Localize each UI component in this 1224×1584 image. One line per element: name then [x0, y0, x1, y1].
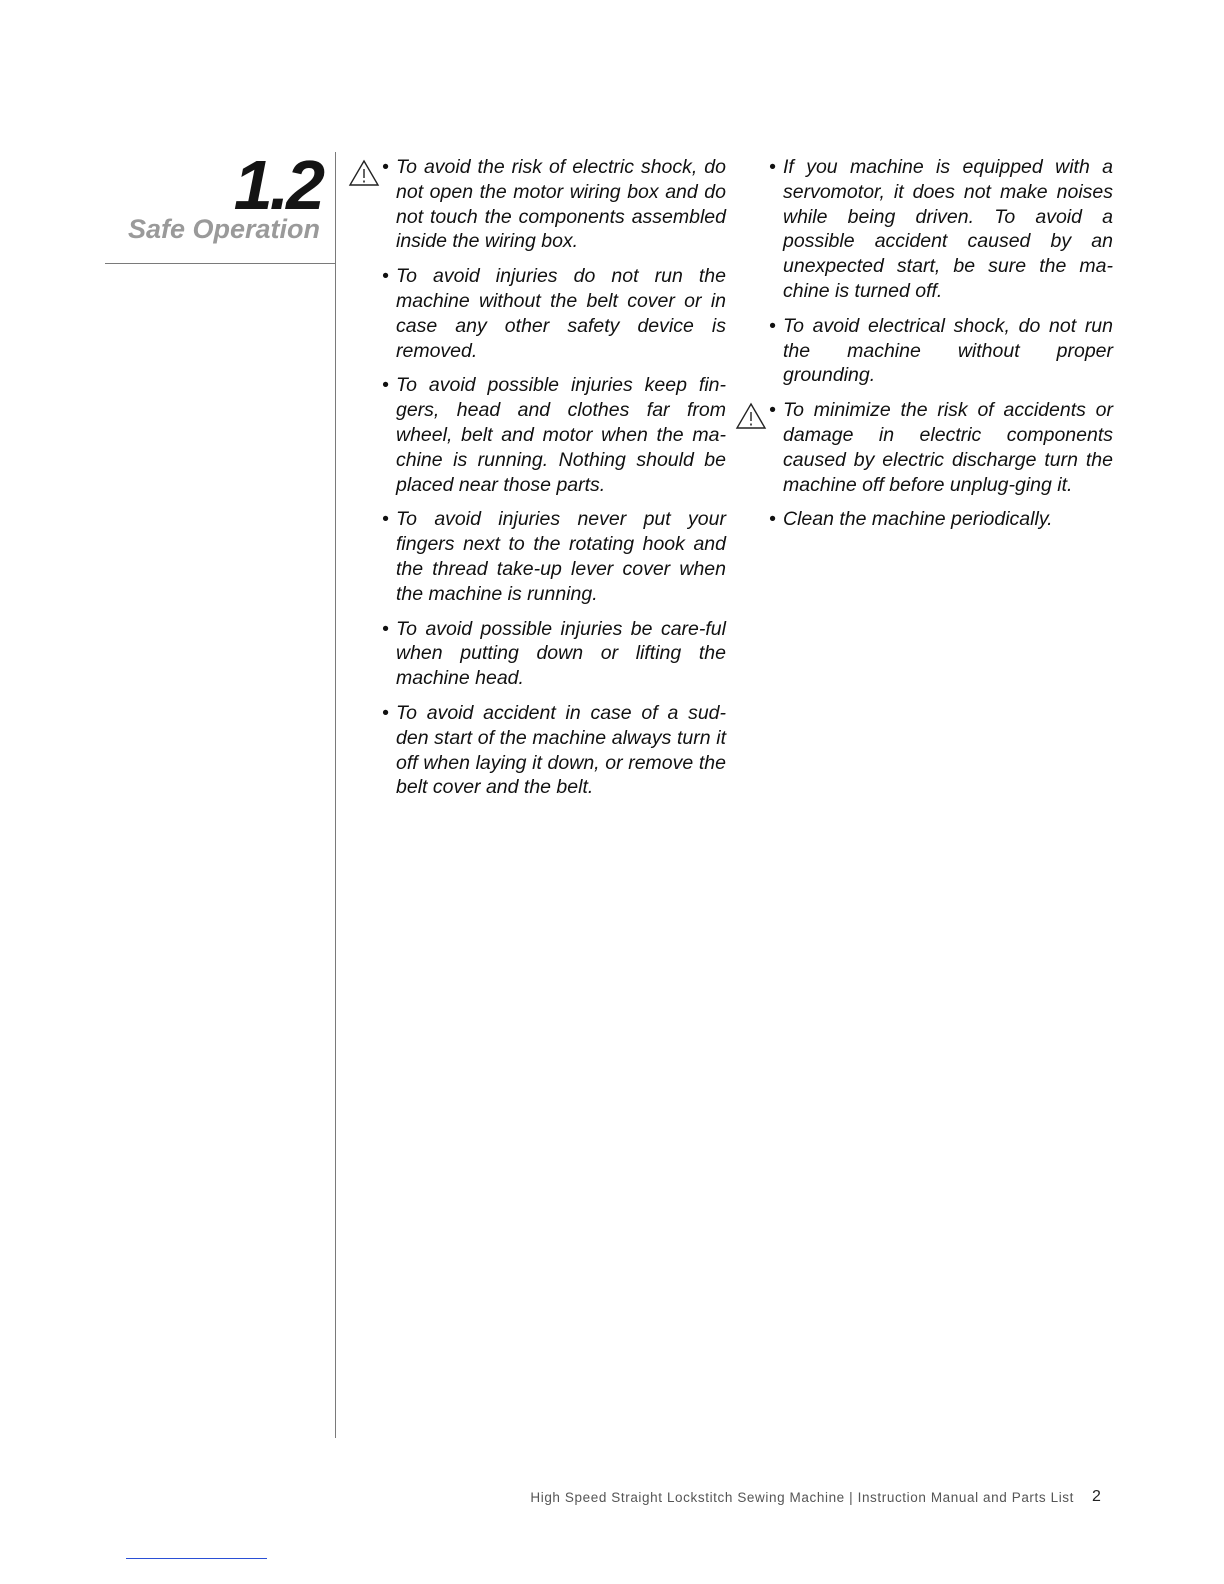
safety-item-text: To minimize the risk of accidents or damage in electric components caused by electric discharge turn the machine off before unplug-ging it. — [783, 399, 1113, 496]
safety-item-text: To avoid the risk of electric shock, do not open the motor wiring box and do not touch the components assembled inside the wiring box. — [396, 156, 726, 253]
safety-item-text: To avoid injuries do not run the machine without the belt cover or in case any other safety device is removed. — [396, 265, 726, 362]
safety-item-text: To avoid electrical shock, do not run the machine without proper grounding. — [783, 314, 1113, 387]
safety-item-text: To avoid injuries never put your fingers next to the rotating hook and the thread take-up lever cover when the machine is running. — [396, 508, 726, 605]
bottom-rule — [126, 1558, 267, 1559]
footer-title: High Speed Straight Lockstitch Sewing Machine | Instruction Manual and Parts List — [530, 1490, 1074, 1505]
bullet: • — [382, 617, 389, 640]
bullet: • — [382, 508, 389, 531]
safety-item-text: Clean the machine periodically. — [783, 508, 1053, 531]
safety-item — [382, 155, 726, 254]
bullet: • — [769, 156, 776, 178]
warning-icon — [735, 402, 767, 430]
safety-item — [382, 507, 726, 606]
bullet: • — [382, 701, 389, 724]
bullet: • — [769, 314, 776, 337]
safety-item — [382, 264, 726, 363]
column-divider — [335, 152, 336, 1438]
warning-icon — [348, 159, 380, 187]
bullet: • — [769, 399, 776, 422]
section-number: 1.2 — [233, 146, 322, 224]
safety-item-text: To avoid possible injuries be care-ful when putting down or lifting the machine head. — [396, 617, 726, 690]
safety-item — [382, 617, 726, 691]
safety-item — [382, 701, 726, 800]
safety-item — [769, 155, 1113, 304]
safety-item-text: If you machine is equipped with a servomotor, it does not make noises while being driven. To avoid a possible accident caused by an unexpected start, be sure the ma-chine is turned off. — [783, 156, 1113, 302]
page-number: 2 — [1092, 1488, 1101, 1505]
safety-item-text: To avoid accident in case of a sud-den start of the machine always turn it off when laying it down, or remove the belt cover and the belt. — [396, 701, 726, 799]
title-divider — [105, 263, 336, 264]
safety-item — [769, 314, 1113, 388]
safety-item — [769, 398, 1113, 497]
bullet: • — [382, 265, 389, 288]
safety-item — [382, 373, 726, 497]
safety-item — [769, 507, 1113, 532]
section-title: Safe Operation — [127, 214, 320, 244]
safety-item-text: To avoid possible injuries keep fin-gers, head and clothes far from wheel, belt and motor when the ma-chine is running. Nothing should be placed near those parts. — [396, 374, 726, 496]
bullet: • — [382, 156, 389, 178]
safety-column-left — [382, 155, 726, 810]
safety-column-right — [769, 155, 1113, 542]
bullet: • — [382, 374, 389, 397]
bullet: • — [769, 508, 776, 531]
